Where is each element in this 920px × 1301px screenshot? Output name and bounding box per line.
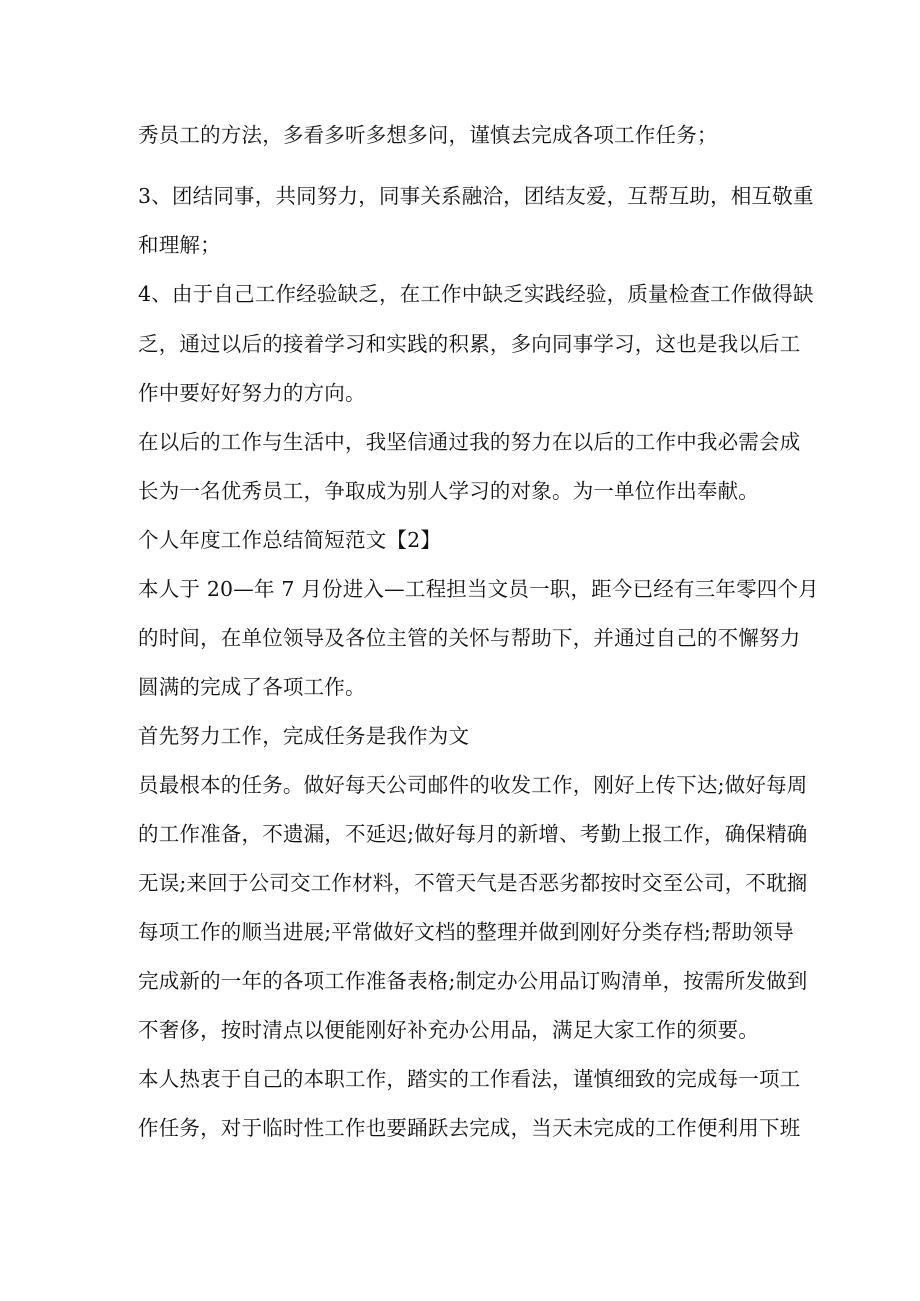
section-heading: 个人年度工作总结简短范文【2】 xyxy=(138,528,442,552)
text-line: 无误;来回于公司交工作材料，不管天气是否恶劣都按时交至公司，不耽搁 xyxy=(138,871,808,895)
text-line: 的时间，在单位领导及各位主管的关怀与帮助下，并通过自己的不懈努力 xyxy=(138,626,801,650)
text-line: 秀员工的方法，多看多听多想多问，谨慎去完成各项工作任务； xyxy=(138,123,718,147)
text-line: 作中要好好努力的方向。 xyxy=(138,381,366,405)
text-line: 不奢侈，按时清点以便能刚好补充办公用品，满足大家工作的须要。 xyxy=(138,1018,759,1042)
text-line: 圆满的完成了各项工作。 xyxy=(138,675,366,699)
text-line: 在以后的工作与生活中，我坚信通过我的努力在以后的工作中我必需会成 xyxy=(138,430,801,454)
text-line: 完成新的一年的各项工作准备表格;制定办公用品订购清单，按需所发做到 xyxy=(138,969,808,993)
text-line: 员最根本的任务。做好每天公司邮件的收发工作，刚好上传下达;做好每周 xyxy=(138,773,808,797)
text-line: 本人热衷于自己的本职工作，踏实的工作看法，谨慎细致的完成每一项工 xyxy=(138,1067,801,1091)
text-line: 作任务，对于临时性工作也要踊跃去完成，当天未完成的工作便利用下班 xyxy=(138,1116,801,1140)
text-line: 3、团结同事，共同努力，同事关系融洽，团结友爱，互帮互助，相互敬重 xyxy=(138,184,814,208)
text-line: 的工作准备，不遗漏，不延迟;做好每月的新增、考勤上报工作，确保精确 xyxy=(138,822,808,846)
text-line: 首先努力工作，完成任务是我作为文 xyxy=(138,724,470,748)
text-line: 长为一名优秀员工，争取成为别人学习的对象。为一单位作出奉献。 xyxy=(138,479,759,503)
text-line: 乏，通过以后的接着学习和实践的积累，多向同事学习，这也是我以后工 xyxy=(138,332,801,356)
text-line: 和理解； xyxy=(138,233,221,257)
text-line: 4、由于自己工作经验缺乏，在工作中缺乏实践经验，质量检查工作做得缺 xyxy=(138,282,814,306)
text-line: 每项工作的顺当进展;平常做好文档的整理并做到刚好分类存档;帮助领导 xyxy=(138,920,794,944)
text-line: 本人于 20—年 7 月份进入—工程担当文员一职，距今已经有三年零四个月 xyxy=(138,577,819,601)
